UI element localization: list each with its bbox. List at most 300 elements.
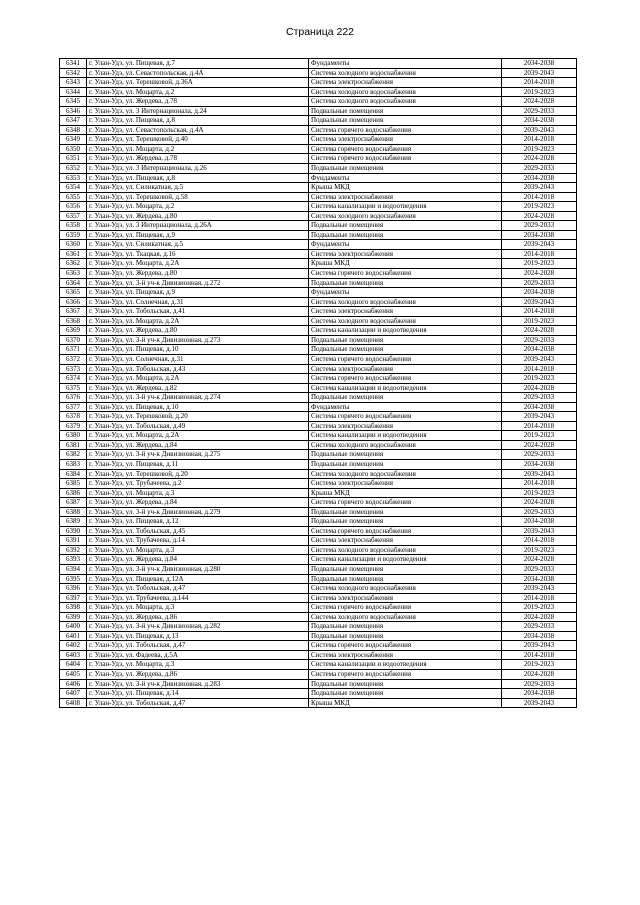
- row-number-cell: 6397: [60, 593, 87, 603]
- period-cell: 2014-2018: [502, 536, 577, 546]
- period-cell: 2014-2018: [502, 479, 577, 489]
- table-row: [60, 507, 577, 517]
- period-cell: 2019-2023: [502, 374, 577, 384]
- system-cell: Система электроснабжения: [309, 479, 502, 489]
- row-number-cell: 6400: [60, 622, 87, 632]
- period-cell: 2039-2043: [502, 584, 577, 594]
- row-number-cell: 6366: [60, 297, 87, 307]
- table-row: [60, 564, 577, 574]
- address-cell: г. Улан-Удэ, ул. Жердева, д.84: [87, 555, 309, 565]
- system-cell: Подвальные помещения: [309, 517, 502, 527]
- row-number-cell: 6377: [60, 402, 87, 412]
- address-cell: г. Улан-Удэ, ул. Тобольская, д.43: [87, 364, 309, 374]
- system-cell: Система канализации и водоотведения: [309, 555, 502, 565]
- table-row: [60, 689, 577, 699]
- table-row: [60, 87, 577, 97]
- table-row: [60, 431, 577, 441]
- period-cell: 2029-2033: [502, 564, 577, 574]
- row-number-cell: 6360: [60, 240, 87, 250]
- address-cell: г. Улан-Удэ, ул. 3-й уч-к Дивизионная, д.282: [87, 622, 309, 632]
- row-number-cell: 6406: [60, 679, 87, 689]
- system-cell: Система холодного водоснабжения: [309, 440, 502, 450]
- system-cell: Подвальные помещения: [309, 393, 502, 403]
- row-number-cell: 6358: [60, 221, 87, 231]
- system-cell: Подвальные помещения: [309, 631, 502, 641]
- table-row: [60, 354, 577, 364]
- table-row: [60, 221, 577, 231]
- system-cell: Система холодного водоснабжения: [309, 87, 502, 97]
- row-number-cell: 6361: [60, 249, 87, 259]
- system-cell: Подвальные помещения: [309, 689, 502, 699]
- table-row: [60, 641, 577, 651]
- row-number-cell: 6396: [60, 584, 87, 594]
- address-cell: г. Улан-Удэ, ул. Пищевая, д.9: [87, 288, 309, 298]
- row-number-cell: 6399: [60, 612, 87, 622]
- row-number-cell: 6378: [60, 412, 87, 422]
- address-cell: г. Улан-Удэ, ул. Жердева, д.80: [87, 269, 309, 279]
- address-cell: г. Улан-Удэ, ул. Севастопольская, д.4А: [87, 125, 309, 135]
- system-cell: Система холодного водоснабжения: [309, 545, 502, 555]
- row-number-cell: 6407: [60, 689, 87, 699]
- address-cell: г. Улан-Удэ, ул. 3-й уч-к Дивизионная, д.273: [87, 335, 309, 345]
- row-number-cell: 6370: [60, 335, 87, 345]
- address-cell: г. Улан-Удэ, ул. Тобольская, д.41: [87, 307, 309, 317]
- row-number-cell: 6350: [60, 144, 87, 154]
- table-row: [60, 78, 577, 88]
- row-number-cell: 6364: [60, 278, 87, 288]
- period-cell: 2019-2023: [502, 144, 577, 154]
- period-cell: 2034-2038: [502, 116, 577, 126]
- table-row: [60, 278, 577, 288]
- period-cell: 2014-2018: [502, 78, 577, 88]
- system-cell: Система холодного водоснабжения: [309, 316, 502, 326]
- address-cell: г. Улан-Удэ, ул. Моцарта, д.2: [87, 202, 309, 212]
- table-row: [60, 660, 577, 670]
- period-cell: 2034-2038: [502, 402, 577, 412]
- address-cell: г. Улан-Удэ, ул. Терешковой, д.58: [87, 192, 309, 202]
- table-row: [60, 297, 577, 307]
- period-cell: 2029-2033: [502, 393, 577, 403]
- table-row: [60, 269, 577, 279]
- row-number-cell: 6376: [60, 393, 87, 403]
- row-number-cell: 6368: [60, 316, 87, 326]
- row-number-cell: 6375: [60, 383, 87, 393]
- address-cell: г. Улан-Удэ, ул. Жердева, д.86: [87, 612, 309, 622]
- period-cell: 2034-2038: [502, 517, 577, 527]
- row-number-cell: 6345: [60, 97, 87, 107]
- address-cell: г. Улан-Удэ, ул. Пищевая, д.10: [87, 402, 309, 412]
- period-cell: 2034-2038: [502, 59, 577, 69]
- system-cell: Система электроснабжения: [309, 650, 502, 660]
- table-row: [60, 412, 577, 422]
- period-cell: 2039-2043: [502, 68, 577, 78]
- period-cell: 2014-2018: [502, 593, 577, 603]
- address-cell: г. Улан-Удэ, ул. Тобольская, д.47: [87, 584, 309, 594]
- address-cell: г. Улан-Удэ, ул. 3-й уч-к Дивизионная, д.280: [87, 564, 309, 574]
- address-cell: г. Улан-Удэ, ул. Трубачеева, д.2: [87, 479, 309, 489]
- row-number-cell: 6395: [60, 574, 87, 584]
- system-cell: Система горячего водоснабжения: [309, 154, 502, 164]
- period-cell: 2029-2033: [502, 679, 577, 689]
- period-cell: 2029-2033: [502, 164, 577, 174]
- table-row: [60, 622, 577, 632]
- address-cell: г. Улан-Удэ, ул. Жердева, д.80: [87, 326, 309, 336]
- period-cell: 2024-2028: [502, 440, 577, 450]
- system-cell: Крыша МКД: [309, 698, 502, 708]
- period-cell: 2014-2018: [502, 135, 577, 145]
- table-row: [60, 202, 577, 212]
- period-cell: 2034-2038: [502, 230, 577, 240]
- system-cell: Подвальные помещения: [309, 221, 502, 231]
- table-row: [60, 249, 577, 259]
- address-cell: г. Улан-Удэ, ул. Жердева, д.84: [87, 440, 309, 450]
- table-row: [60, 259, 577, 269]
- address-cell: г. Улан-Удэ, ул. Моцарта, д.2А: [87, 259, 309, 269]
- address-cell: г. Улан-Удэ, ул. Силикатная, д.5: [87, 183, 309, 193]
- address-cell: г. Улан-Удэ, ул. Моцарта, д.2А: [87, 431, 309, 441]
- address-cell: г. Улан-Удэ, ул. 3-й уч-к Дивизионная, д.283: [87, 679, 309, 689]
- period-cell: 2024-2028: [502, 211, 577, 221]
- row-number-cell: 6403: [60, 650, 87, 660]
- system-cell: Подвальные помещения: [309, 622, 502, 632]
- address-cell: г. Улан-Удэ, ул. Пищевая, д.11: [87, 459, 309, 469]
- table-row: [60, 183, 577, 193]
- address-cell: г. Улан-Удэ, ул. 3 Интернационала, д.26: [87, 164, 309, 174]
- row-number-cell: 6373: [60, 364, 87, 374]
- table-row: [60, 517, 577, 527]
- period-cell: 2039-2043: [502, 641, 577, 651]
- address-cell: г. Улан-Удэ, ул. Моцарта, д.2А: [87, 316, 309, 326]
- system-cell: Фундаменты: [309, 59, 502, 69]
- table-row: [60, 393, 577, 403]
- address-cell: г. Улан-Удэ, ул. Моцарта, д.2А: [87, 374, 309, 384]
- system-cell: Система горячего водоснабжения: [309, 412, 502, 422]
- address-cell: г. Улан-Удэ, ул. Терешковой, д.20: [87, 412, 309, 422]
- period-cell: 2039-2043: [502, 526, 577, 536]
- table-row: [60, 316, 577, 326]
- table-row: [60, 593, 577, 603]
- period-cell: 2019-2023: [502, 87, 577, 97]
- address-cell: г. Улан-Удэ, ул. Тобольская, д.49: [87, 421, 309, 431]
- period-cell: 2029-2033: [502, 622, 577, 632]
- system-cell: Фундаменты: [309, 288, 502, 298]
- address-cell: г. Улан-Удэ, ул. Севастопольская, д.4А: [87, 68, 309, 78]
- table-row: [60, 555, 577, 565]
- address-cell: г. Улан-Удэ, ул. Фадеева, д.5А: [87, 650, 309, 660]
- address-cell: г. Улан-Удэ, ул. Трубачеева, д.144: [87, 593, 309, 603]
- system-cell: Система горячего водоснабжения: [309, 354, 502, 364]
- address-cell: г. Улан-Удэ, ул. Пищевая, д.8: [87, 173, 309, 183]
- period-cell: 2014-2018: [502, 307, 577, 317]
- table-row: [60, 631, 577, 641]
- period-cell: 2034-2038: [502, 631, 577, 641]
- registry-table: [59, 58, 577, 708]
- period-cell: 2019-2023: [502, 660, 577, 670]
- registry-table-body: [60, 59, 577, 708]
- system-cell: Фундаменты: [309, 240, 502, 250]
- period-cell: 2019-2023: [502, 259, 577, 269]
- system-cell: Система электроснабжения: [309, 421, 502, 431]
- address-cell: г. Улан-Удэ, ул. Пищевая, д.14: [87, 689, 309, 699]
- table-row: [60, 574, 577, 584]
- table-row: [60, 106, 577, 116]
- row-number-cell: 6389: [60, 517, 87, 527]
- table-row: [60, 584, 577, 594]
- row-number-cell: 6401: [60, 631, 87, 641]
- row-number-cell: 6404: [60, 660, 87, 670]
- table-row: [60, 402, 577, 412]
- row-number-cell: 6371: [60, 345, 87, 355]
- table-row: [60, 679, 577, 689]
- system-cell: Система электроснабжения: [309, 364, 502, 374]
- period-cell: 2024-2028: [502, 670, 577, 680]
- page-title: Страница 222: [285, 26, 355, 38]
- row-number-cell: 6348: [60, 125, 87, 135]
- table-row: [60, 459, 577, 469]
- system-cell: Система канализации и водоотведения: [309, 431, 502, 441]
- table-row: [60, 288, 577, 298]
- row-number-cell: 6381: [60, 440, 87, 450]
- table-row: [60, 116, 577, 126]
- table-row: [60, 498, 577, 508]
- system-cell: Система горячего водоснабжения: [309, 374, 502, 384]
- row-number-cell: 6352: [60, 164, 87, 174]
- address-cell: г. Улан-Удэ, ул. Моцарта, д.2: [87, 144, 309, 154]
- system-cell: Подвальные помещения: [309, 278, 502, 288]
- period-cell: 2039-2043: [502, 354, 577, 364]
- system-cell: Система канализации и водоотведения: [309, 383, 502, 393]
- period-cell: 2029-2033: [502, 221, 577, 231]
- system-cell: Крыша МКД: [309, 259, 502, 269]
- period-cell: 2039-2043: [502, 125, 577, 135]
- system-cell: Крыша МКД: [309, 488, 502, 498]
- system-cell: Система горячего водоснабжения: [309, 526, 502, 536]
- period-cell: 2039-2043: [502, 469, 577, 479]
- table-row: [60, 374, 577, 384]
- table-row: [60, 488, 577, 498]
- table-row: [60, 59, 577, 69]
- address-cell: г. Улан-Удэ, ул. 3-й уч-к Дивизионная, д.275: [87, 450, 309, 460]
- period-cell: 2019-2023: [502, 488, 577, 498]
- table-row: [60, 545, 577, 555]
- table-row: [60, 164, 577, 174]
- row-number-cell: 6354: [60, 183, 87, 193]
- table-row: [60, 603, 577, 613]
- table-row: [60, 479, 577, 489]
- address-cell: г. Улан-Удэ, ул. Жердева, д.78: [87, 97, 309, 107]
- system-cell: Система холодного водоснабжения: [309, 211, 502, 221]
- row-number-cell: 6379: [60, 421, 87, 431]
- address-cell: г. Улан-Удэ, ул. 3 Интернационала, д.26А: [87, 221, 309, 231]
- system-cell: Система электроснабжения: [309, 78, 502, 88]
- address-cell: г. Улан-Удэ, ул. Солнечная, д.31: [87, 297, 309, 307]
- system-cell: Система горячего водоснабжения: [309, 144, 502, 154]
- address-cell: г. Улан-Удэ, ул. Жердева, д.84: [87, 498, 309, 508]
- table-row: [60, 192, 577, 202]
- table-row: [60, 154, 577, 164]
- row-number-cell: 6383: [60, 459, 87, 469]
- row-number-cell: 6385: [60, 479, 87, 489]
- row-number-cell: 6355: [60, 192, 87, 202]
- row-number-cell: 6353: [60, 173, 87, 183]
- period-cell: 2039-2043: [502, 297, 577, 307]
- period-cell: 2024-2028: [502, 269, 577, 279]
- address-cell: г. Улан-Удэ, ул. Пищевая, д.9: [87, 230, 309, 240]
- address-cell: г. Улан-Удэ, ул. Моцарта, д.3: [87, 545, 309, 555]
- period-cell: 2029-2033: [502, 507, 577, 517]
- address-cell: г. Улан-Удэ, ул. Пищевая, д.8: [87, 116, 309, 126]
- table-row: [60, 440, 577, 450]
- address-cell: г. Улан-Удэ, ул. Жердева, д.82: [87, 383, 309, 393]
- period-cell: 2014-2018: [502, 192, 577, 202]
- address-cell: г. Улан-Удэ, ул. Пищевая, д.12: [87, 517, 309, 527]
- table-row: [60, 421, 577, 431]
- row-number-cell: 6341: [60, 59, 87, 69]
- row-number-cell: 6386: [60, 488, 87, 498]
- system-cell: Система горячего водоснабжения: [309, 641, 502, 651]
- system-cell: Подвальные помещения: [309, 335, 502, 345]
- system-cell: Система электроснабжения: [309, 536, 502, 546]
- address-cell: г. Улан-Удэ, ул. Моцарта, д.3: [87, 488, 309, 498]
- system-cell: Подвальные помещения: [309, 106, 502, 116]
- address-cell: г. Улан-Удэ, ул. Трубачеева, д.14: [87, 536, 309, 546]
- system-cell: Система горячего водоснабжения: [309, 498, 502, 508]
- period-cell: 2034-2038: [502, 459, 577, 469]
- period-cell: 2034-2038: [502, 288, 577, 298]
- row-number-cell: 6393: [60, 555, 87, 565]
- system-cell: Система электроснабжения: [309, 307, 502, 317]
- system-cell: Подвальные помещения: [309, 507, 502, 517]
- row-number-cell: 6391: [60, 536, 87, 546]
- address-cell: г. Улан-Удэ, ул. Жердева, д.86: [87, 670, 309, 680]
- table-row: [60, 536, 577, 546]
- table-row: [60, 173, 577, 183]
- system-cell: Система электроснабжения: [309, 249, 502, 259]
- address-cell: г. Улан-Удэ, ул. Моцарта, д.3: [87, 660, 309, 670]
- period-cell: 2019-2023: [502, 431, 577, 441]
- row-number-cell: 6380: [60, 431, 87, 441]
- table-row: [60, 345, 577, 355]
- table-row: [60, 698, 577, 708]
- row-number-cell: 6356: [60, 202, 87, 212]
- address-cell: г. Улан-Удэ, ул. Терешковой, д.20: [87, 469, 309, 479]
- row-number-cell: 6392: [60, 545, 87, 555]
- system-cell: Подвальные помещения: [309, 230, 502, 240]
- address-cell: г. Улан-Удэ, ул. Терешковой, д.36А: [87, 78, 309, 88]
- table-row: [60, 240, 577, 250]
- system-cell: Фундаменты: [309, 173, 502, 183]
- system-cell: Система горячего водоснабжения: [309, 603, 502, 613]
- system-cell: Подвальные помещения: [309, 564, 502, 574]
- address-cell: г. Улан-Удэ, ул. Пищевая, д.13: [87, 631, 309, 641]
- table-row: [60, 526, 577, 536]
- row-number-cell: 6344: [60, 87, 87, 97]
- address-cell: г. Улан-Удэ, ул. 3 Интернационала, д.24: [87, 106, 309, 116]
- table-row: [60, 335, 577, 345]
- table-row: [60, 211, 577, 221]
- row-number-cell: 6408: [60, 698, 87, 708]
- table-row: [60, 144, 577, 154]
- row-number-cell: 6388: [60, 507, 87, 517]
- address-cell: г. Улан-Удэ, ул. Жердева, д.80: [87, 211, 309, 221]
- row-number-cell: 6384: [60, 469, 87, 479]
- system-cell: Система электроснабжения: [309, 135, 502, 145]
- address-cell: г. Улан-Удэ, ул. Силикатная, д.5: [87, 240, 309, 250]
- row-number-cell: 6359: [60, 230, 87, 240]
- row-number-cell: 6347: [60, 116, 87, 126]
- table-row: [60, 68, 577, 78]
- system-cell: Подвальные помещения: [309, 450, 502, 460]
- address-cell: г. Улан-Удэ, ул. 3-й уч-к Дивизионная, д.274: [87, 393, 309, 403]
- row-number-cell: 6357: [60, 211, 87, 221]
- address-cell: г. Улан-Удэ, ул. Солнечная, д.31: [87, 354, 309, 364]
- row-number-cell: 6367: [60, 307, 87, 317]
- period-cell: 2039-2043: [502, 698, 577, 708]
- period-cell: 2014-2018: [502, 249, 577, 259]
- system-cell: Система холодного водоснабжения: [309, 584, 502, 594]
- system-cell: Система холодного водоснабжения: [309, 469, 502, 479]
- address-cell: г. Улан-Удэ, ул. Моцарта, д.2: [87, 87, 309, 97]
- period-cell: 2019-2023: [502, 603, 577, 613]
- row-number-cell: 6369: [60, 326, 87, 336]
- address-cell: г. Улан-Удэ, ул. Терешковой, д.40: [87, 135, 309, 145]
- system-cell: Система горячего водоснабжения: [309, 670, 502, 680]
- system-cell: Система горячего водоснабжения: [309, 269, 502, 279]
- period-cell: 2014-2018: [502, 650, 577, 660]
- address-cell: г. Улан-Удэ, ул. Тобольская, д.47: [87, 698, 309, 708]
- system-cell: Подвальные помещения: [309, 574, 502, 584]
- system-cell: Система канализации и водоотведения: [309, 326, 502, 336]
- system-cell: Система горячего водоснабжения: [309, 125, 502, 135]
- period-cell: 2019-2023: [502, 202, 577, 212]
- period-cell: 2014-2018: [502, 364, 577, 374]
- address-cell: г. Улан-Удэ, ул. Ткацкая, д.16: [87, 249, 309, 259]
- period-cell: 2019-2023: [502, 316, 577, 326]
- system-cell: Система электроснабжения: [309, 192, 502, 202]
- table-row: [60, 469, 577, 479]
- period-cell: 2039-2043: [502, 240, 577, 250]
- period-cell: 2039-2043: [502, 412, 577, 422]
- period-cell: 2039-2043: [502, 183, 577, 193]
- row-number-cell: 6362: [60, 259, 87, 269]
- row-number-cell: 6387: [60, 498, 87, 508]
- system-cell: Система канализации и водоотведения: [309, 202, 502, 212]
- system-cell: Подвальные помещения: [309, 164, 502, 174]
- table-row: [60, 135, 577, 145]
- address-cell: г. Улан-Удэ, ул. Моцарта, д.3: [87, 603, 309, 613]
- system-cell: Подвальные помещения: [309, 345, 502, 355]
- row-number-cell: 6390: [60, 526, 87, 536]
- table-row: [60, 650, 577, 660]
- period-cell: 2034-2038: [502, 173, 577, 183]
- system-cell: Система канализации и водоотведения: [309, 660, 502, 670]
- system-cell: Система холодного водоснабжения: [309, 297, 502, 307]
- row-number-cell: 6405: [60, 670, 87, 680]
- table-row: [60, 670, 577, 680]
- period-cell: 2024-2028: [502, 97, 577, 107]
- system-cell: Система электроснабжения: [309, 593, 502, 603]
- address-cell: г. Улан-Удэ, ул. 3-й уч-к Дивизионная, д.272: [87, 278, 309, 288]
- period-cell: 2024-2028: [502, 154, 577, 164]
- table-row: [60, 307, 577, 317]
- period-cell: 2024-2028: [502, 612, 577, 622]
- system-cell: Крыша МКД: [309, 183, 502, 193]
- table-row: [60, 326, 577, 336]
- system-cell: Система холодного водоснабжения: [309, 68, 502, 78]
- table-row: [60, 364, 577, 374]
- system-cell: Система холодного водоснабжения: [309, 97, 502, 107]
- period-cell: 2034-2038: [502, 574, 577, 584]
